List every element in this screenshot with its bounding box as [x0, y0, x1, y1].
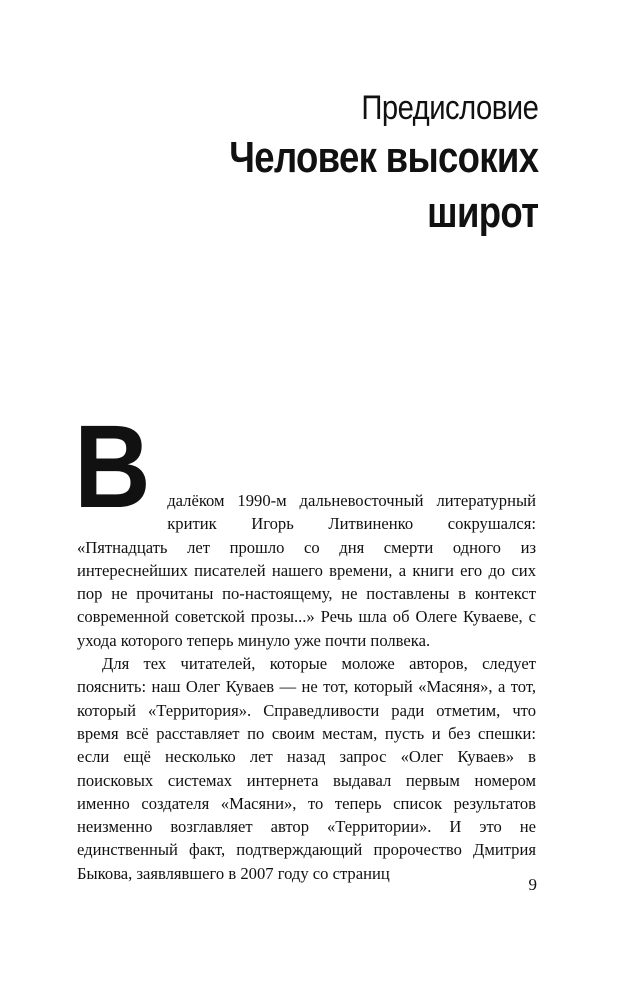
chapter-pre-title: Предисловие [360, 89, 538, 127]
chapter-header [166, 86, 538, 240]
chapter-title-line-2: широт [426, 188, 538, 237]
page-number: 9 [528, 875, 537, 894]
paragraph-1: далёком 1990-м дальневосточный литературный критик Игорь Литвиненко сокрушался: «Пятнадцать лет прошло со дня смерти одного из интереснейших писателей нашего времени, а книги его до сих пор не прочитаны по-настоящему, не поставлены в контекст современной советской прозы...» Речь шла об Олеге Куваеве, с ухода которого теперь минуло уже почти полвека. [77, 491, 536, 650]
chapter-title-line-1: Человек высоких [228, 133, 538, 182]
paragraph-2: Для тех читателей, которые моложе авторов, следует пояснить: наш Олег Куваев — не тот, который «Масяня», а тот, который «Территория». Справедливости ради отметим, что время всё расставляет по своим местам, пусть и без спешки: если ещё несколько лет назад запрос «Олег Куваев» в поисковых системах интернета выдавал первым номером именно создателя «Масяни», то теперь список результатов неизменно возглавляет автор «Территории». И это не единственный факт, подтверждающий пророчество Дмитрия Быкова, заявлявшего в 2007 году со страниц [77, 654, 536, 883]
body-text [74, 401, 536, 885]
drop-cap-row [74, 401, 536, 533]
drop-cap-letter: В [74, 401, 151, 533]
